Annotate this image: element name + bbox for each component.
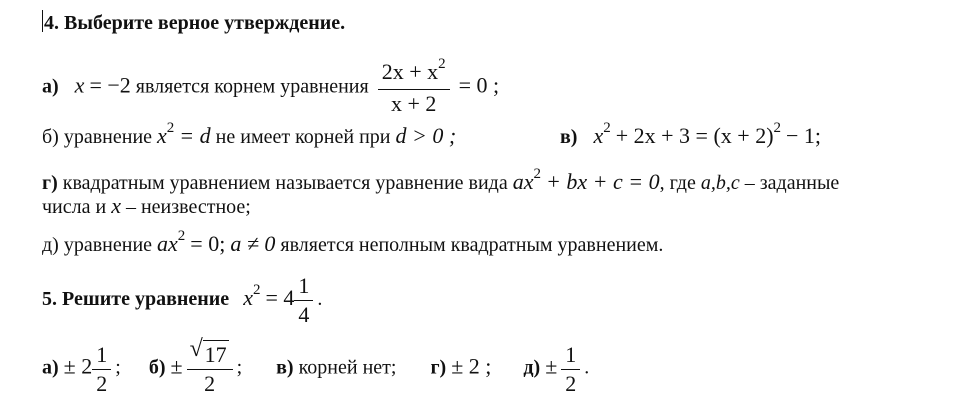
q4-option-b — [42, 120, 457, 151]
q5-equation: = 4 — [265, 285, 295, 311]
option-a-text: является корнем уравнения — [135, 75, 369, 98]
answer-b-label: б) — [148, 356, 166, 379]
option-g-equation: + bx + c = 0 — [546, 169, 660, 194]
option-g-ax: ax — [512, 169, 534, 194]
q5-exponent: 2 — [252, 282, 261, 299]
option-g-label: г) — [42, 172, 58, 194]
option-d-label: д) — [42, 234, 59, 256]
option-a-fraction — [378, 58, 450, 118]
option-d-text2: является неполным квадратным уравнением. — [280, 234, 664, 256]
answer-v-text: корней нет; — [298, 356, 397, 379]
option-g-exponent: 2 — [533, 166, 541, 182]
q4-option-d — [42, 228, 664, 259]
answer-a-fraction — [92, 341, 111, 398]
option-v-expression: + 2x + 3 = (x + 2) — [615, 123, 774, 148]
option-g-text3: – заданные — [744, 172, 840, 194]
option-b-label: б) — [42, 126, 59, 148]
answer-a-numerator: 1 — [92, 341, 111, 370]
option-a-rest: = 0 ; — [458, 72, 500, 98]
answer-v-label: в) — [276, 356, 294, 379]
option-g-line2-x: x — [111, 193, 121, 218]
option-v-x: x — [593, 123, 604, 148]
answer-a-denominator: 2 — [96, 370, 108, 396]
q5-denominator: 4 — [298, 302, 310, 327]
option-b-text2: не имеет корней при — [215, 126, 391, 148]
q5-number: 5. — [42, 288, 57, 311]
option-g-line2-text1: числа и — [42, 196, 107, 218]
option-b-x: x — [157, 123, 167, 148]
option-a-denominator: x + 2 — [390, 91, 437, 116]
q5-x: x — [243, 285, 253, 311]
question-4-title — [42, 10, 345, 35]
sqrt-symbol: √ 17 — [189, 336, 227, 367]
q4-number: 4. — [44, 12, 59, 34]
answer-b-fraction — [187, 336, 233, 398]
option-v-exponent1: 2 — [603, 120, 611, 136]
answer-b-sep: ; — [236, 356, 243, 379]
option-a-numerator-exponent: 2 — [438, 56, 446, 72]
answer-d-fraction — [561, 341, 580, 398]
option-g-line2-text2: – неизвестное; — [125, 196, 251, 218]
answer-d-end: . — [584, 356, 590, 379]
option-d-exponent: 2 — [177, 228, 186, 244]
answer-d-label: д) — [523, 356, 541, 379]
q4-option-v — [560, 120, 822, 151]
option-v-label: в) — [560, 126, 578, 148]
option-b-equation: = d — [179, 123, 211, 148]
option-g-text2: , где — [659, 172, 696, 194]
option-a-x: x — [74, 72, 85, 98]
q4-option-a — [42, 58, 499, 118]
answer-d-numerator: 1 — [561, 341, 580, 370]
option-d-equation: = 0; — [190, 231, 226, 256]
option-g-vars: a,b,c — [700, 172, 740, 194]
q5-fraction — [294, 272, 313, 329]
option-a-value: = −2 — [89, 72, 131, 98]
option-g-text1: квадратным уравнением называется уравнение вида — [62, 172, 508, 194]
option-a-numerator: 2x + x — [381, 59, 439, 84]
q4-title-text: Выберите верное утверждение. — [64, 12, 346, 34]
answer-a-sep: ; — [115, 356, 121, 379]
option-v-rest: − 1; — [786, 123, 822, 148]
option-d-text1: уравнение — [63, 234, 153, 256]
text-cursor — [42, 10, 43, 32]
option-b-exponent: 2 — [166, 120, 175, 136]
option-d-condition: a ≠ 0 — [230, 231, 276, 256]
q4-option-g-line2 — [42, 194, 251, 219]
question-5 — [42, 272, 322, 329]
q4-option-g — [42, 166, 840, 197]
option-a-label: а) — [42, 75, 59, 98]
q5-answers — [42, 336, 590, 398]
q5-numerator: 1 — [294, 272, 313, 301]
answer-a-label: а) — [42, 356, 59, 379]
answer-a-value: ± 2 — [63, 353, 93, 379]
answer-g-label: г) — [430, 356, 447, 379]
answer-d-pm: ± — [545, 353, 558, 379]
answer-d-denominator: 2 — [565, 370, 577, 396]
option-d-ax: ax — [157, 231, 178, 256]
q5-title-text: Решите уравнение — [62, 288, 230, 311]
option-v-exponent2: 2 — [773, 120, 782, 136]
option-b-text1: уравнение — [63, 126, 153, 148]
q5-end: . — [317, 288, 323, 311]
answer-b-denominator: 2 — [204, 371, 216, 396]
answer-b-numerator: 17 — [204, 342, 227, 367]
answer-g-value: ± 2 ; — [451, 353, 492, 379]
answer-b-pm: ± — [170, 353, 183, 379]
option-b-condition: d > 0 ; — [395, 123, 457, 148]
